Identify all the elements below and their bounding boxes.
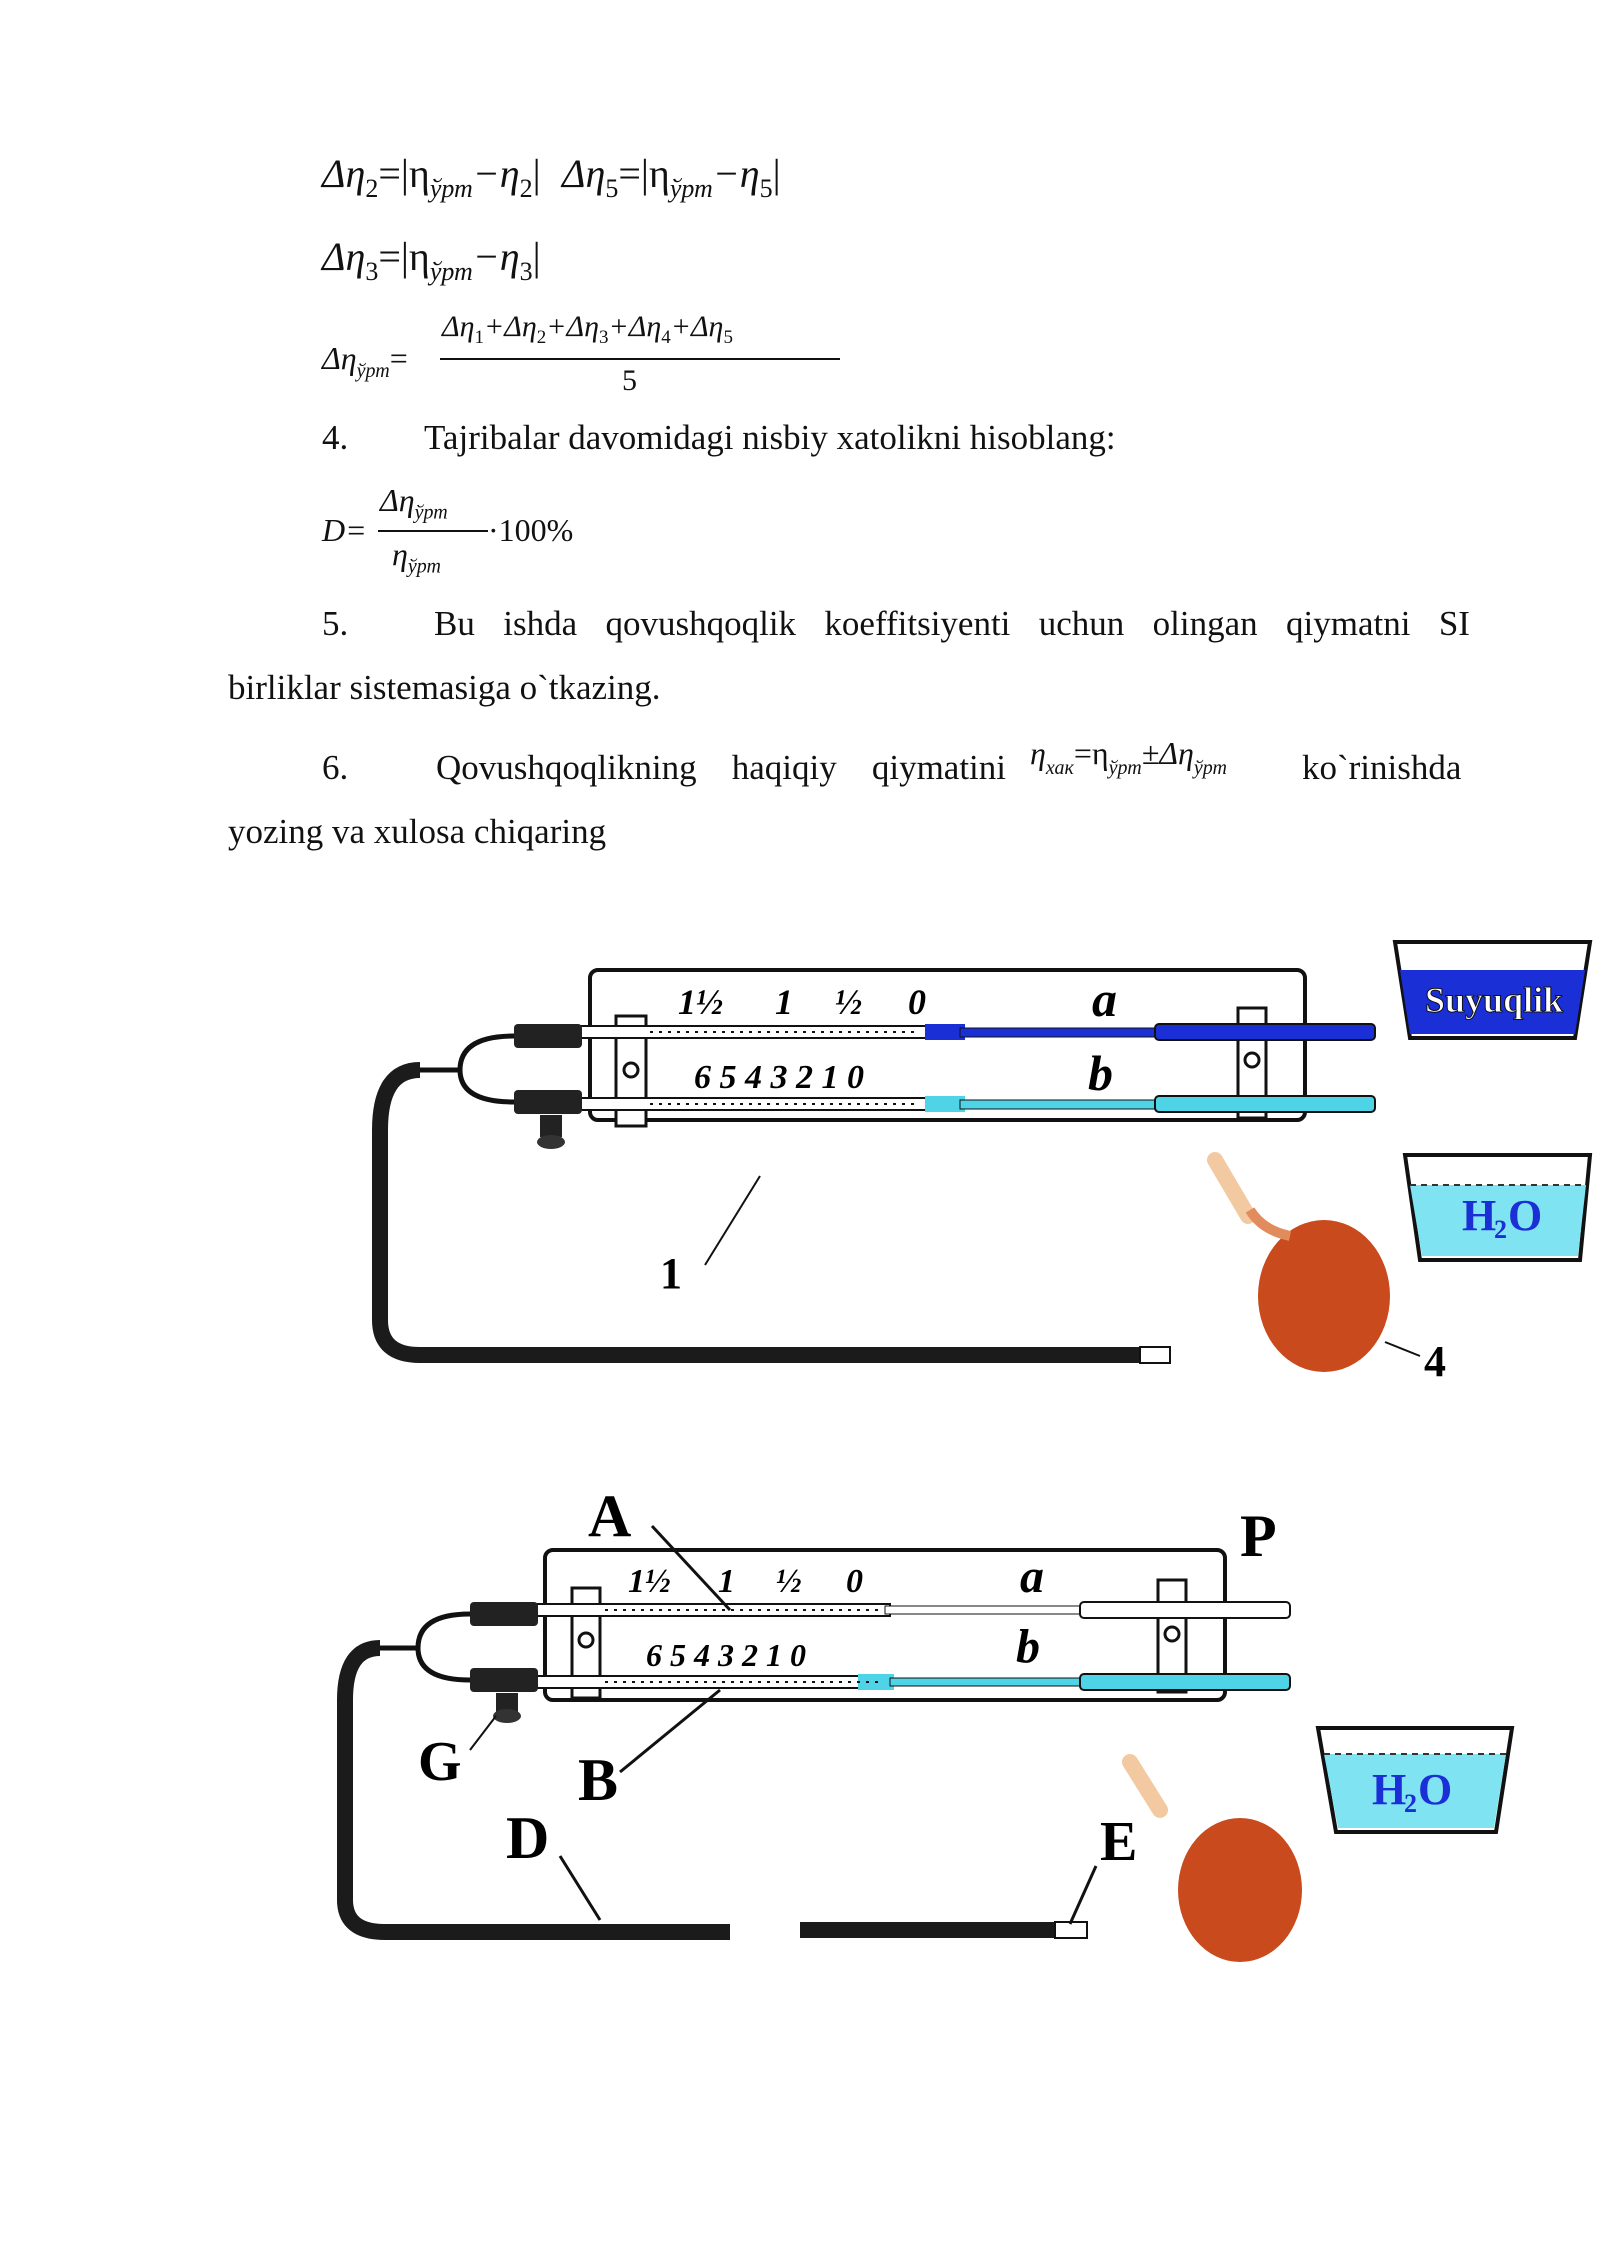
fig1-label-b: b (1088, 1045, 1113, 1101)
formula-delta-eta-3: $\Delta\eta_3=|\eta_{ўрт}-\eta_3|$ (322, 234, 541, 286)
fig2-label-G: G (418, 1731, 462, 1793)
fig1-label-1: 1 (660, 1249, 682, 1298)
mean-error-denominator: 5 (622, 364, 637, 397)
paragraph-5-line2: birliklar sistemasiga o`tkazing. (228, 668, 661, 707)
figure-1-viscometer (0, 930, 1600, 1410)
paragraph-5-number: 5. (322, 604, 349, 643)
paragraph-5-line1: Bu ishda qovushqoqlik koeffitsiyenti uchun olingan qiymatni SI (434, 604, 1470, 643)
paragraph-4-number: 4. (322, 418, 349, 457)
figure-2-drawing (0, 1480, 1600, 1980)
paragraph-6-line2: yozing va xulosa chiqaring (228, 812, 607, 851)
formula-delta-eta-5: $\Delta\eta_5=|\eta_{ўрт}-\eta_5|$ (562, 151, 781, 203)
fig2-label-D: D (506, 1805, 550, 1871)
fig1-scale-1: 1 (775, 982, 793, 1022)
tube-a-scale (530, 1604, 890, 1616)
fig1-scale-0-5: ½ (835, 982, 862, 1022)
beaker-water-label-h: H (1462, 1191, 1497, 1240)
fraction-bar (440, 358, 840, 360)
rubber-bulb (1178, 1818, 1302, 1962)
fig2-label-P: P (1240, 1503, 1277, 1569)
svg-text:1½: 1½ (628, 1563, 671, 1600)
fig2-label-A: A (588, 1483, 632, 1549)
svg-text:H: H (1372, 1765, 1407, 1814)
label-1-pointer (705, 1176, 760, 1265)
svg-text:2: 2 (1494, 1215, 1507, 1244)
formula-true-value: $\eta_{хак}=\eta_{ўрт}\pm\Delta\eta_{ўрт}$ (1030, 735, 1227, 779)
fig1-scale-0: 0 (908, 982, 926, 1022)
formula-relative-error: D= $\Delta\eta_{ўрт}$ $\eta_{ўрт}$ ·100% (322, 482, 574, 578)
connector-bottom (514, 1090, 582, 1114)
fraction-bar (378, 530, 488, 532)
relative-denominator: $\eta_{ўрт}$ (392, 536, 441, 578)
fig1-scale-bottom: 6 5 4 3 2 1 0 (694, 1059, 864, 1096)
figure-1-drawing (0, 930, 1600, 1410)
stopcock (540, 1115, 562, 1137)
fig1-scale-1-5: 1½ (678, 982, 723, 1022)
mean-error-numerator: $\Delta\eta_1+\Delta\eta_2+\Delta\eta_3+\Delta\eta_4+\Delta\eta_5$ (442, 310, 733, 348)
tube-b-scale (530, 1676, 890, 1688)
tube-b-end (1155, 1096, 1375, 1112)
svg-text:O: O (1508, 1191, 1543, 1240)
fig2-label-B: B (578, 1747, 619, 1813)
paragraph-6-line1: Qovushqoqlikning haqiqiy qiymatini (436, 748, 1006, 787)
svg-text:2: 2 (1404, 1789, 1417, 1818)
formula-delta-eta-2: $\Delta\eta_2=|\eta_{ўрт}-\eta_2|$ (322, 151, 541, 203)
paragraph-6-number: 6. (322, 748, 349, 787)
tube-b-liquid-start (925, 1096, 965, 1112)
paragraph-6-after: ko`rinishda (1302, 748, 1462, 787)
fig2-label-b: b (1016, 1620, 1040, 1673)
fig1-label-a: a (1092, 971, 1117, 1027)
svg-text:½: ½ (776, 1563, 802, 1600)
fig1-label-4: 4 (1424, 1337, 1446, 1386)
svg-text:0: 0 (846, 1563, 863, 1600)
connector-top (514, 1024, 582, 1048)
beaker-liquid-label: Suyuqlik (1425, 980, 1564, 1020)
figure-2-viscometer-labeled (0, 1480, 1600, 1980)
relative-numerator: $\Delta\eta_{ўрт}$ (380, 482, 448, 524)
svg-text:1: 1 (718, 1563, 735, 1600)
tube-a-end (1155, 1024, 1375, 1040)
paragraph-4-text: Tajribalar davomidagi nisbiy xatolikni hisoblang: (424, 418, 1116, 457)
svg-text:6 5 4 3 2 1 0: 6 5 4 3 2 1 0 (646, 1637, 806, 1673)
fig2-label-E: E (1100, 1811, 1138, 1873)
svg-text:O: O (1418, 1765, 1453, 1814)
fig2-label-a: a (1020, 1550, 1044, 1603)
formula-mean-error: $\Delta\eta_{ўрт}=$ $\Delta\eta_1+\Delta\eta_2+\Delta\eta_3+\Delta\eta_4+\Delta\eta_5$ 5 (322, 310, 842, 400)
rubber-bulb (1258, 1220, 1390, 1372)
tube-a-liquid-start (925, 1024, 965, 1040)
